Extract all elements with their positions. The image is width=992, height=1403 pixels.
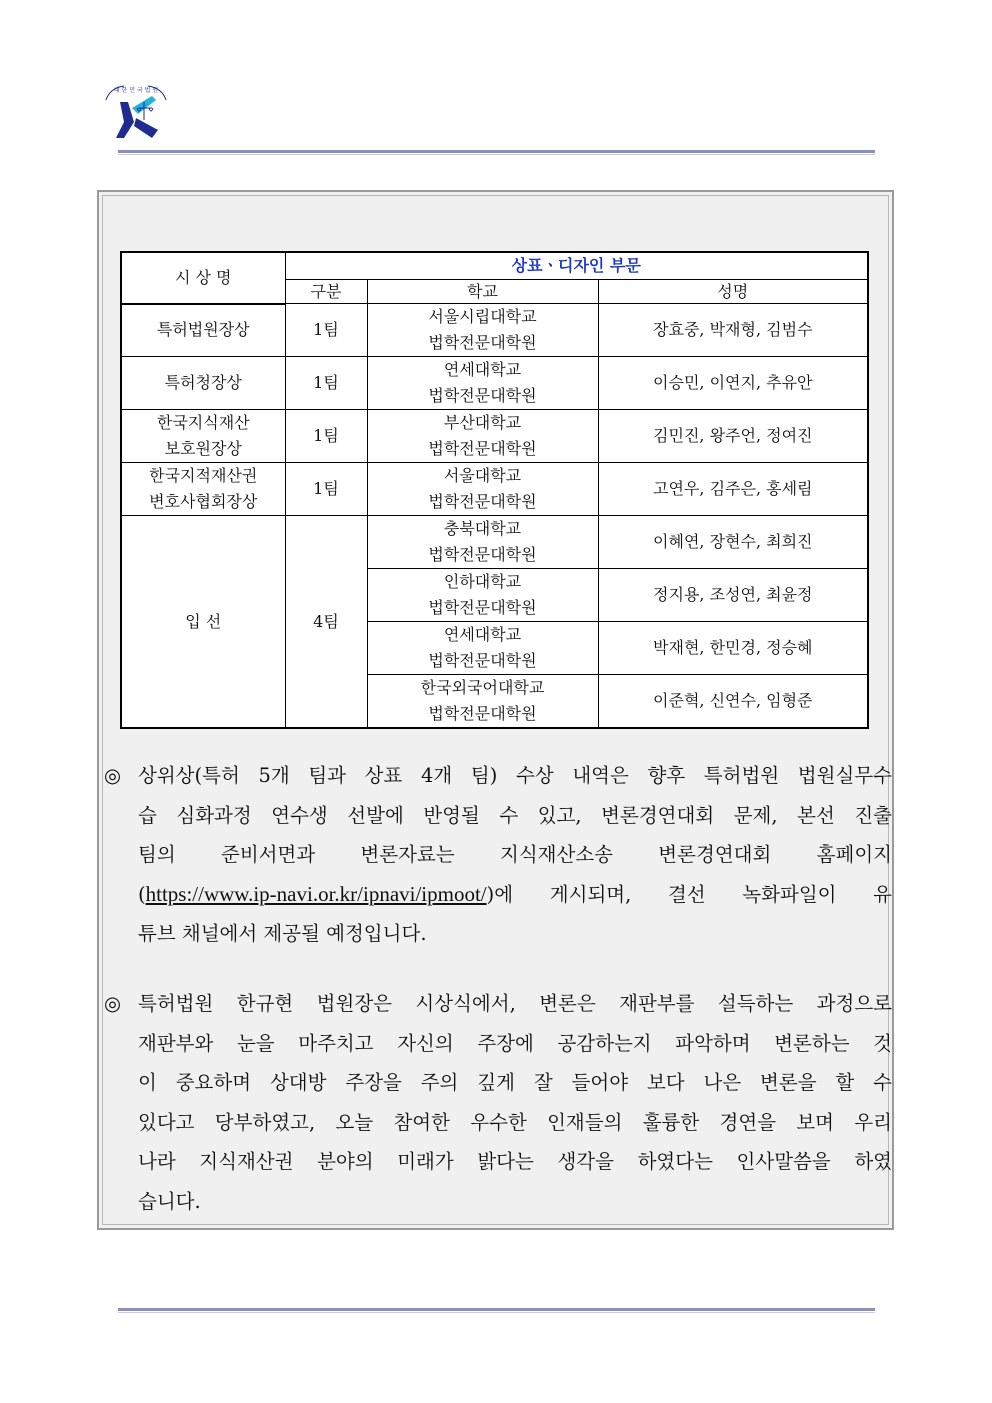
school-name: 충북대학교 법학전문대학원 [367, 516, 598, 569]
school-name: 인하대학교 법학전문대학원 [367, 569, 598, 622]
team-count: 1팀 [285, 304, 367, 357]
team-count: 1팀 [285, 463, 367, 516]
award-name-honorable: 입 선 [121, 516, 285, 729]
members-column-header: 성명 [598, 280, 868, 304]
school-name: 서울시립대학교 법학전문대학원 [367, 304, 598, 357]
paragraph-chief-judge-remarks: ◎ 특허법원 한규현 법원장은 시상식에서, 변론은 재판부를 설득하는 과정으로 재판부와 눈을 마주치고 자신의 주장에 공감하는지 파악하며 변론하는 것 이 중요하며 상대방 주장을 주의 깊게 잘 들어야 보다 나은 변론을 할 수 있다고 당부하였고, 오늘 참여한 우수한 인재들의 훌륭한 경연을 보며 우리 나라 지식재산권 분야의 미래가 밝다는 생각을 하였다는 인사말씀을 하였 습니다. [110, 984, 892, 1221]
svg-text:대 한 민 국 법 원: 대 한 민 국 법 원 [113, 87, 159, 94]
bullet-mark: ◎ [104, 764, 122, 787]
award-name: 특허법원장상 [121, 304, 285, 357]
school-name: 연세대학교 법학전문대학원 [367, 622, 598, 675]
school-name: 연세대학교 법학전문대학원 [367, 357, 598, 410]
awards-table [120, 251, 869, 729]
team-members: 고연우, 김주은, 홍세림 [598, 463, 868, 516]
school-name: 한국외국어대학교 법학전문대학원 [367, 675, 598, 729]
court-logo [98, 78, 174, 144]
school-name: 부산대학교 법학전문대학원 [367, 410, 598, 463]
award-name: 한국지적재산권 변호사협회장상 [121, 463, 285, 516]
table-row [121, 357, 868, 410]
table-row [121, 516, 868, 569]
team-count: 1팀 [285, 410, 367, 463]
count-column-header: 구분 [285, 280, 367, 304]
award-name: 한국지식재산 보호원장상 [121, 410, 285, 463]
team-members: 이준혁, 신연수, 임형준 [598, 675, 868, 729]
team-members: 정지용, 조성연, 최윤정 [598, 569, 868, 622]
footer-divider-thin [118, 1312, 875, 1313]
table-row [121, 304, 868, 357]
paragraph-award-benefits: ◎ 상위상(특허 5개 팀과 상표 4개 팀) 수상 내역은 향후 특허법원 법원실무수 습 심화과정 연수생 선발에 반영될 수 있고, 변론경연대회 문제, 본선 진출 팀의 준비서면과 변론자료는 지식재산소송 변론경연대회 홈페이지 (https://www.ip-navi.or.kr/ipnavi/ipmoot/)에 게시되며, 결선 녹화파일이 유 튜브 채널에서 제공될 예정입니다. [110, 756, 892, 954]
header-divider-thin [118, 154, 875, 155]
team-count-honorable: 4팀 [285, 516, 367, 729]
team-members: 이승민, 이연지, 추유안 [598, 357, 868, 410]
team-members: 김민진, 왕주언, 정여진 [598, 410, 868, 463]
section-title: 상표ㆍ디자인 부문 [285, 252, 868, 280]
footer-divider [118, 1308, 875, 1311]
header-divider [118, 150, 875, 153]
table-row [121, 463, 868, 516]
bullet-mark: ◎ [104, 992, 122, 1015]
award-name: 특허청장상 [121, 357, 285, 410]
team-members: 박재현, 한민경, 정승혜 [598, 622, 868, 675]
school-column-header: 학교 [367, 280, 598, 304]
table-row [121, 410, 868, 463]
team-count: 1팀 [285, 357, 367, 410]
award-column-header: 시 상 명 [121, 252, 285, 304]
homepage-link[interactable]: https://www.ip-navi.or.kr/ipnavi/ipmoot/ [145, 881, 487, 906]
team-members: 장효중, 박재형, 김범수 [598, 304, 868, 357]
school-name: 서울대학교 법학전문대학원 [367, 463, 598, 516]
team-members: 이혜연, 장현수, 최희진 [598, 516, 868, 569]
